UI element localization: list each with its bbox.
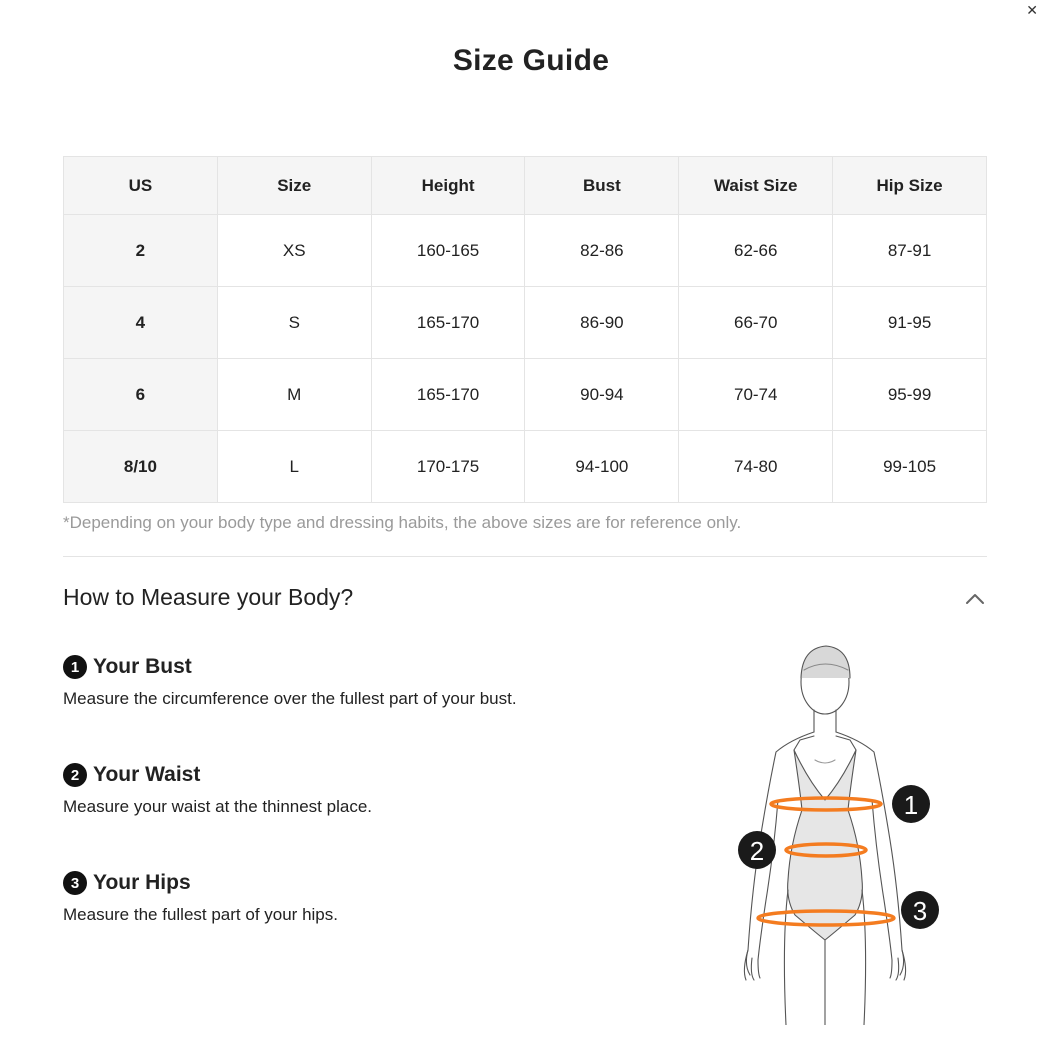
hip-cell: 91-95 xyxy=(833,287,987,359)
col-header-waist: Waist Size xyxy=(679,157,833,215)
table-row xyxy=(64,287,987,359)
divider xyxy=(63,556,987,557)
hip-cell: 99-105 xyxy=(833,431,987,503)
hip-cell: 95-99 xyxy=(833,359,987,431)
step-description: Measure the fullest part of your hips. xyxy=(63,905,338,924)
hip-cell: 87-91 xyxy=(833,215,987,287)
waist-cell: 62-66 xyxy=(679,215,833,287)
reference-note: *Depending on your body type and dressing habits, the above sizes are for reference only. xyxy=(63,513,742,532)
waist-cell: 66-70 xyxy=(679,287,833,359)
step-title: Your Bust xyxy=(93,655,192,678)
height-cell: 165-170 xyxy=(371,287,525,359)
bust-cell: 94-100 xyxy=(525,431,679,503)
step-title: Your Waist xyxy=(93,763,201,786)
step-title: Your Hips xyxy=(93,871,191,894)
col-header-height: Height xyxy=(371,157,525,215)
body-measurement-figure xyxy=(730,640,960,1025)
col-header-hip: Hip Size xyxy=(833,157,987,215)
step-number-badge: 1 xyxy=(63,655,87,679)
step-bust xyxy=(63,655,517,709)
hips-marker-label: 3 xyxy=(912,896,928,926)
col-header-bust: Bust xyxy=(525,157,679,215)
size-cell: M xyxy=(217,359,371,431)
us-cell: 4 xyxy=(64,287,218,359)
height-cell: 165-170 xyxy=(371,359,525,431)
step-hips xyxy=(63,871,338,925)
table-row xyxy=(64,215,987,287)
step-number-badge: 3 xyxy=(63,871,87,895)
size-cell: S xyxy=(217,287,371,359)
size-cell: XS xyxy=(217,215,371,287)
step-description: Measure your waist at the thinnest place. xyxy=(63,797,372,816)
waist-marker-label: 2 xyxy=(749,836,765,866)
height-cell: 170-175 xyxy=(371,431,525,503)
bust-cell: 86-90 xyxy=(525,287,679,359)
close-icon[interactable]: ✕ xyxy=(1026,2,1038,18)
size-cell: L xyxy=(217,431,371,503)
waist-marker xyxy=(738,831,776,869)
step-waist xyxy=(63,763,372,817)
size-table xyxy=(63,156,987,503)
bust-cell: 90-94 xyxy=(525,359,679,431)
us-cell: 8/10 xyxy=(64,431,218,503)
waist-cell: 70-74 xyxy=(679,359,833,431)
us-cell: 6 xyxy=(64,359,218,431)
step-number-badge: 2 xyxy=(63,763,87,787)
waist-cell: 74-80 xyxy=(679,431,833,503)
col-header-us: US xyxy=(64,157,218,215)
height-cell: 160-165 xyxy=(371,215,525,287)
step-description: Measure the circumference over the fullest part of your bust. xyxy=(63,689,517,708)
chevron-up-icon[interactable] xyxy=(962,586,988,612)
table-row xyxy=(64,359,987,431)
us-cell: 2 xyxy=(64,215,218,287)
bust-marker-label: 1 xyxy=(903,790,919,820)
bust-marker xyxy=(892,785,930,823)
hips-marker xyxy=(901,891,939,929)
table-row xyxy=(64,431,987,503)
col-header-size: Size xyxy=(217,157,371,215)
bust-cell: 82-86 xyxy=(525,215,679,287)
measure-section-heading[interactable]: How to Measure your Body? xyxy=(63,584,354,610)
table-header-row xyxy=(64,157,987,215)
page-title: Size Guide xyxy=(452,44,610,77)
